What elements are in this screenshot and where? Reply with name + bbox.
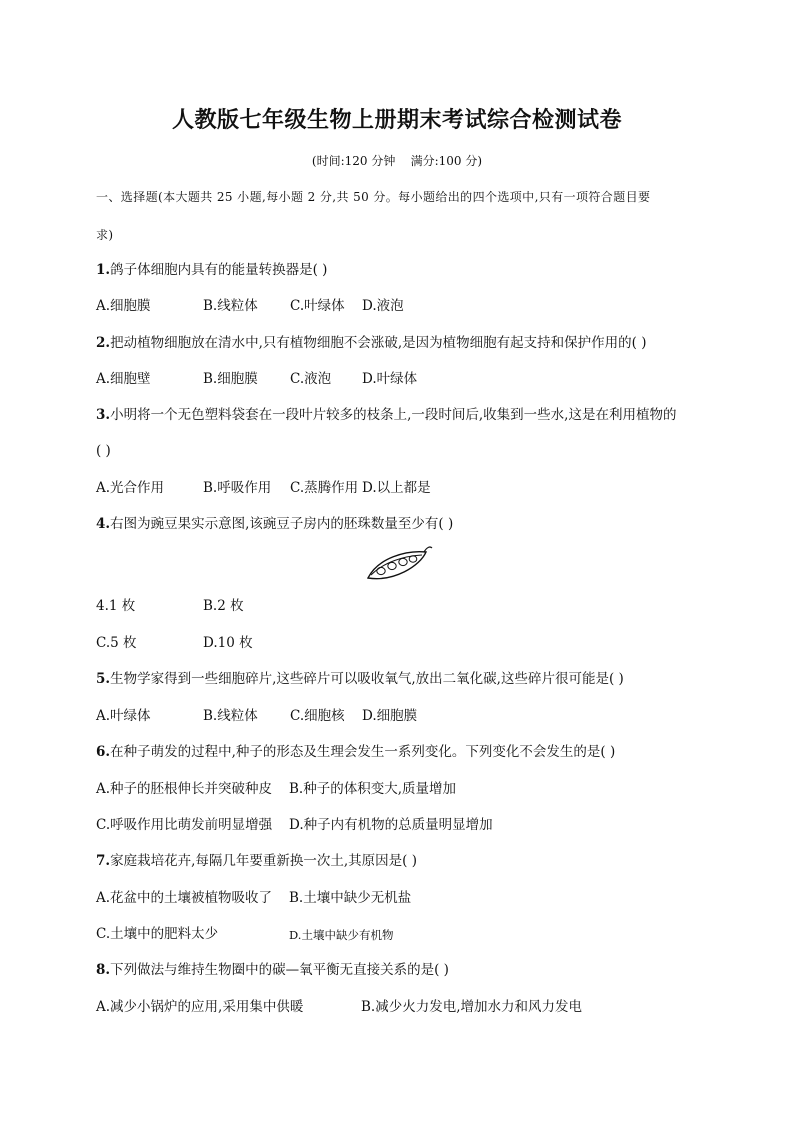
question-7 <box>96 852 417 870</box>
option: C.呼吸作用比萌发前明显增强 <box>96 817 273 833</box>
option: D.土壤中缺少有机物 <box>289 928 394 942</box>
option: A.种子的胚根伸长并突破种皮 <box>96 781 273 797</box>
option: B.2 枚 <box>203 598 244 614</box>
option: C.叶绿体 <box>290 298 345 314</box>
question-number: 1. <box>96 262 111 278</box>
option: D.以上都是 <box>362 480 431 496</box>
question-3-blank: ( ) <box>96 443 111 459</box>
question-number: 5. <box>96 671 111 687</box>
option: D.液泡 <box>362 298 404 314</box>
option: A.减少小锅炉的应用,采用集中供暖 <box>96 999 304 1015</box>
option: 4.1 枚 <box>96 598 136 614</box>
question-text: 鸽子体细胞内具有的能量转换器是( ) <box>110 262 328 278</box>
option: C.细胞核 <box>290 708 345 724</box>
section-heading-cont: 求) <box>96 228 114 242</box>
option: D.叶绿体 <box>362 371 418 387</box>
question-number: 3. <box>96 407 111 423</box>
question-text: 小明将一个无色塑料袋套在一段叶片较多的枝条上,一段时间后,收集到一些水,这是在利用植物的 <box>110 407 677 423</box>
question-8 <box>96 961 449 979</box>
exam-time-info: (时间:120 分钟 满分:100 分) <box>311 154 483 168</box>
question-text: 下列做法与维持生物圈中的碳—氧平衡无直接关系的是( ) <box>110 962 449 978</box>
question-number: 2. <box>96 335 111 351</box>
question-number: 8. <box>96 962 111 978</box>
question-number: 6. <box>96 744 111 760</box>
option: B.土壤中缺少无机盐 <box>289 890 412 906</box>
question-4 <box>96 515 453 533</box>
section-heading: 一、选择题(本大题共 25 小题,每小题 2 分,共 50 分。每小题给出的四个选项中,只有一项符合题目要 <box>96 190 651 204</box>
question-1 <box>96 261 327 279</box>
question-5 <box>96 670 624 688</box>
question-number: 4. <box>96 516 111 532</box>
option: C.土壤中的肥料太少 <box>96 926 219 942</box>
option: A.花盆中的土壤被植物吸收了 <box>96 890 273 906</box>
option: B.减少火力发电,增加水力和风力发电 <box>361 999 583 1015</box>
option: B.线粒体 <box>203 298 258 314</box>
question-text: 右图为豌豆果实示意图,该豌豆子房内的胚珠数量至少有( ) <box>110 516 454 532</box>
option: A.光合作用 <box>96 480 165 496</box>
question-number: 7. <box>96 853 111 869</box>
option: C.液泡 <box>290 371 332 387</box>
pea-pod-figure <box>364 542 434 586</box>
option: A.细胞壁 <box>96 371 151 387</box>
option: C.蒸腾作用 <box>290 480 359 496</box>
question-2 <box>96 334 647 352</box>
option: B.种子的体积变大,质量增加 <box>289 781 457 797</box>
page-title: 人教版七年级生物上册期末考试综合检测试卷 <box>171 107 622 133</box>
option: D.10 枚 <box>203 635 253 651</box>
question-text: 家庭栽培花卉,每隔几年要重新换一次土,其原因是( ) <box>110 853 418 869</box>
question-text: 在种子萌发的过程中,种子的形态及生理会发生一系列变化。下列变化不会发生的是( ) <box>110 744 616 760</box>
option: D.种子内有机物的总质量明显增加 <box>289 817 493 833</box>
option: A.细胞膜 <box>96 298 151 314</box>
option: B.呼吸作用 <box>203 480 272 496</box>
option: B.细胞膜 <box>203 371 258 387</box>
question-text: 生物学家得到一些细胞碎片,这些碎片可以吸收氧气,放出二氧化碳,这些碎片很可能是( ) <box>110 671 624 687</box>
option: B.线粒体 <box>203 708 258 724</box>
question-6 <box>96 743 615 761</box>
question-3 <box>96 406 676 424</box>
option: A.叶绿体 <box>96 708 151 724</box>
question-text: 把动植物细胞放在清水中,只有植物细胞不会涨破,是因为植物细胞有起支持和保护作用的( ) <box>110 335 647 351</box>
option: D.细胞膜 <box>362 708 418 724</box>
option: C.5 枚 <box>96 635 137 651</box>
